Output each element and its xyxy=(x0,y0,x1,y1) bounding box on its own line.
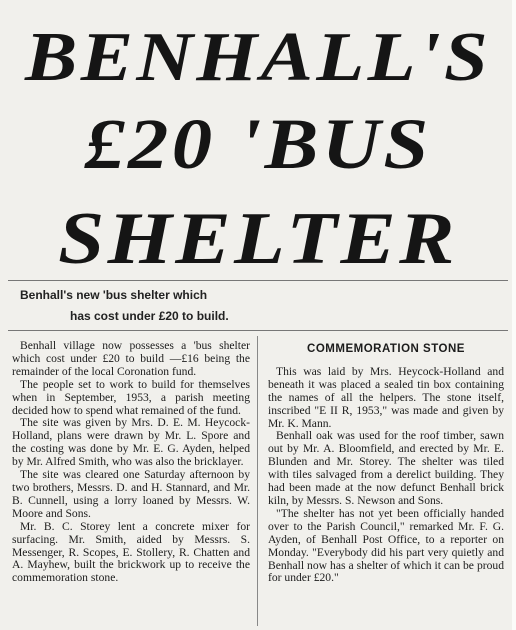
headline-line-2: £20 'BUS xyxy=(84,104,432,184)
caption-top-rule xyxy=(8,280,508,281)
article-paragraph: The site was cleared one Saturday afternoon by two brothers, Messrs. D. and H. Stannard, and Mr. B. Cunnell, using a lorry loaned by Messrs. W. Moore and Sons. xyxy=(12,468,250,520)
article-paragraph: The people set to work to build for themselves when in September, 1953, a parish meeting decided how to spend what remained of the fund. xyxy=(12,377,250,417)
article-paragraph: Benhall oak was used for the roof timber, sawn out by Mr. A. Bloomfield, and erected by Mr. E. Blunden and Mr. Storey. The shelter was tiled with tiles salvaged from a derelict building. They had been made at the now defunct Benhall brick kiln, by Messrs. S. Newson and Sons. xyxy=(268,429,504,507)
section-subheading: COMMEMORATION STONE xyxy=(307,343,465,355)
article-paragraph: Mr. B. C. Storey lent a concrete mixer for surfacing. Mr. Smith, aided by Messrs. S. Messenger, R. Scopes, E. Stollery, R. Chatten and A. Mayhew, built the brickwork up to receive the commemoration stone. xyxy=(12,519,250,585)
caption-bottom-rule xyxy=(8,330,508,331)
article-paragraph: Benhall village now possesses a 'bus shelter which cost under £20 to build —£16 being the remainder of the local Coronation fund. xyxy=(12,339,250,378)
article-column-left xyxy=(12,340,250,585)
article-paragraph: This was laid by Mrs. Heycock-Holland and beneath it was placed a sealed tin box containing the names of all the helpers. The stone itself, inscribed "E II R, 1953," was made and given by Mr. K. Mann. xyxy=(268,364,504,430)
headline-line-3: SHELTER xyxy=(58,198,458,280)
article-paragraph: "The shelter has not yet been officially handed over to the Parish Council," remarked Mr. F. G. Ayden, of Benhall Post Office, to a reporter on Monday. "Everybody did his part very quietly and Benhall now has a shelter of which it can be proud for under £20." xyxy=(268,506,504,585)
caption-line-1: Benhall's new 'bus shelter which xyxy=(20,288,208,302)
column-divider xyxy=(257,336,258,626)
article-paragraph: The site was given by Mrs. D. E. M. Heycock-Holland, plans were drawn by Mr. L. Spore and the costing was done by Mr. E. G. Ayden, helped by Mr. Alfred Smith, who was also the bricklayer. xyxy=(12,416,250,469)
caption-line-2: has cost under £20 to build. xyxy=(70,309,229,323)
headline-line-1: BENHALL'S xyxy=(25,19,491,96)
clipping-edge xyxy=(512,0,516,630)
article-column-right xyxy=(268,340,504,585)
